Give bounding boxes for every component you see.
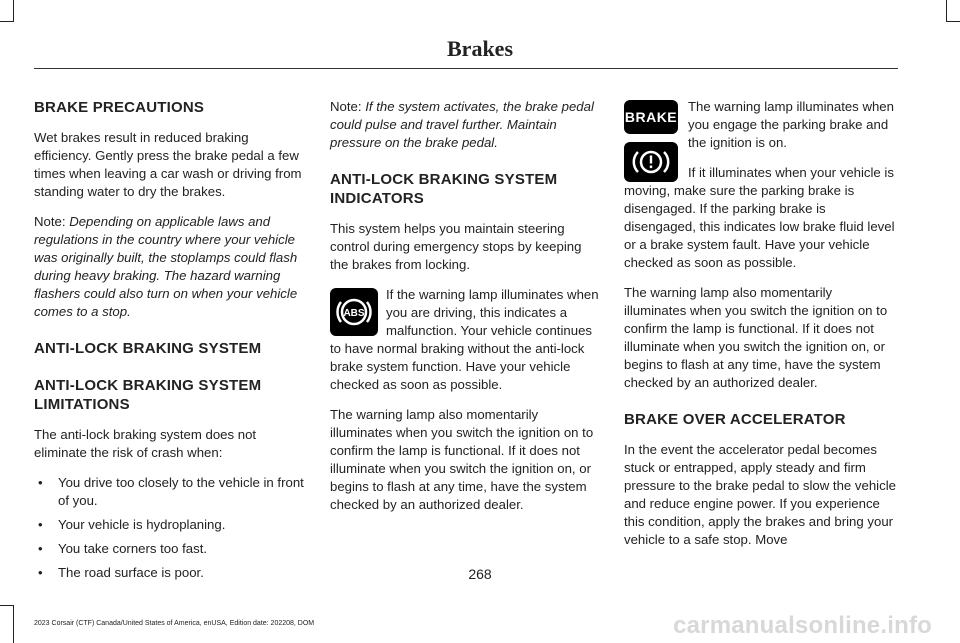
note-label: Note: — [34, 214, 66, 229]
paragraph-vehicle-moving: If it illuminates when your vehicle is moving, make sure the parking brake is disengaged. If the parking brake is disengaged, this indicates low brake fluid level or a brake system fault. Have your vehicle checked as soon as possible. — [624, 165, 895, 270]
page-number: 268 — [468, 566, 492, 582]
abs-icon-label: ABS — [343, 308, 365, 319]
list-item: • Your vehicle is hydroplaning. — [34, 516, 306, 534]
paragraph-abs-momentary: The warning lamp also momentarily illuminates when you switch the ignition on to confirm the lamp is functional. If it does not illuminate when you switch the ignition on, or begins to flash at any time, have the system checked by an authorized dealer. — [330, 407, 594, 512]
note-text: If the system activates, the brake pedal could pulse and travel further. Maintain pressure on the brake pedal. — [330, 99, 594, 150]
note-system-activates — [330, 98, 602, 152]
crop-mark-top-right-h — [946, 21, 960, 22]
crop-mark-top-left-h — [0, 21, 14, 22]
note-stoplamps — [34, 213, 306, 321]
crop-mark-bottom-left-v — [13, 605, 14, 643]
paragraph-wet-brakes: Wet brakes result in reduced braking efficiency. Gently press the brake pedal a few times when leaving a car wash or driving from standing water to dry the brakes. — [34, 130, 302, 199]
column-1 — [34, 98, 306, 594]
paragraph-limitations: The anti-lock braking system does not eliminate the risk of crash when: — [34, 427, 257, 460]
heading-abs-indicators: ANTI-LOCK BRAKING SYSTEM INDICATORS — [330, 171, 558, 207]
paragraph-parking-brake: The warning lamp illuminates when you engage the parking brake and the ignition is on. — [688, 99, 894, 150]
brake-warning-icon — [624, 142, 678, 182]
edition-footer: 2023 Corsair (CTF) Canada/United States of America, enUSA, Edition date: 202208, DOM — [34, 620, 315, 627]
note-label: Note: — [330, 99, 362, 114]
abs-warning-icon — [330, 288, 378, 336]
paragraph-brake-over-accelerator: In the event the accelerator pedal becomes stuck or entrapped, apply steady and firm pressure to the brake pedal to slow the vehicle and reduce engine power. If you experience this condition, apply the brakes and bring your vehicle to a safe stop. Move — [624, 442, 896, 547]
page-title: Brakes — [447, 36, 513, 61]
brake-text-icon: BRAKE — [624, 100, 678, 134]
paragraph-steering-control: This system helps you maintain steering control during emergency stops by keeping the brakes from locking. — [330, 221, 582, 272]
list-item: • The road surface is poor. — [34, 564, 306, 582]
paragraph-brake-momentary: The warning lamp also momentarily illuminates when you switch the ignition on to confirm the lamp is functional. If it does not illuminate when you switch the ignition on, or begins to flash at any time, have the system checked by an authorized dealer. — [624, 285, 888, 390]
column-2 — [330, 98, 602, 526]
list-item: • You take corners too fast. — [34, 540, 306, 558]
note-text: Depending on applicable laws and regulations in the country where your vehicle was originally built, the stoplamps could flash during heavy braking. The hazard warning flashers could also turn on when your vehicle comes to a stop. — [34, 214, 298, 319]
crop-mark-top-right-v — [946, 0, 947, 22]
list-item: • You drive too closely to the vehicle in front of you. — [34, 474, 306, 510]
heading-brake-precautions: BRAKE PRECAUTIONS — [34, 99, 205, 116]
heading-abs: ANTI-LOCK BRAKING SYSTEM — [34, 340, 262, 357]
brake-icons — [624, 98, 682, 182]
crop-mark-top-left-v — [13, 0, 14, 22]
heading-brake-over-accelerator: BRAKE OVER ACCELERATOR — [624, 411, 846, 428]
watermark: carmanualsonline.info — [673, 612, 932, 639]
paragraph-abs-warning: If the warning lamp illuminates when you are driving, this indicates a malfunction. Your vehicle continues to have normal braking without the anti-lock brake system function. Have your vehicle checked as soon as possible. — [330, 287, 599, 392]
header-rule — [34, 68, 898, 69]
crop-mark-bottom-left-h — [0, 605, 14, 606]
column-3 — [624, 98, 896, 561]
heading-abs-limitations: ANTI-LOCK BRAKING SYSTEM LIMITATIONS — [34, 377, 262, 413]
